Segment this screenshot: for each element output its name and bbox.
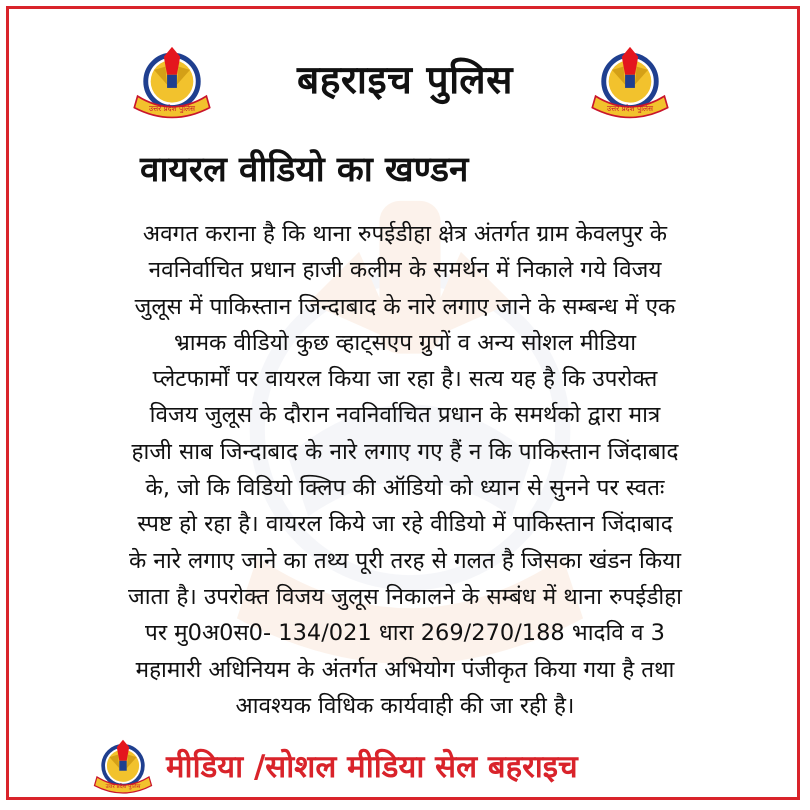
statement-line: विजय जुलूस के दौरान नवनिर्वाचित प्रधान के समर्थको द्वारा मात्र: [149, 402, 661, 429]
statement-line: प्लेटफार्मों पर वायरल किया जा रहा है। सत्य यह है कि उपरोक्त: [152, 366, 658, 393]
statement-line: पर मु0अ0स0- 134/021 धारा 269/270/188 भादवि व 3: [145, 620, 665, 647]
emblem-ribbon-text: उत्तर प्रदेश पुलिस: [148, 103, 196, 113]
statement-line: स्पष्ट हो रहा है। वायरल किये जा रहे वीडियो में पाकिस्तान जिंदाबाद: [137, 511, 673, 538]
statement-line: अवगत कराना है कि थाना रुपईडीहा क्षेत्र अंतर्गत ग्राम केवलपुर के: [142, 221, 668, 247]
statement-line: भ्रामक वीडियो कुछ व्हाट्सएप ग्रुपों व अन्य सोशल मीडिया: [173, 329, 637, 356]
statement-line: आवश्यक विधिक कार्यवाही की जा रही है।: [235, 692, 575, 719]
statement-line: के नारे लगाए जाने का तथ्य पूरी तरह से गलत है जिसका खंडन किया: [128, 547, 682, 574]
footer-cell-name: मीडिया /सोशल मीडिया सेल बहराइच: [166, 749, 578, 785]
statement-line: महामारी अधिनियम के अंतर्गत अभियोग पंजीकृत किया गया है तथा: [135, 656, 675, 683]
statement-line: के, जो कि विडियो क्लिप की ऑडियो को ध्यान से सुनने पर स्वतः: [145, 475, 665, 502]
statement-line: जाता है। उपरोक्त विजय जुलूस निकालने के सम्बंध में थाना रुपईडीहा: [128, 583, 682, 610]
statement-line: हाजी साब जिन्दाबाद के नारे लगाए गए हैं न कि पाकिस्तान जिंदाबाद: [131, 438, 679, 465]
emblem-ribbon-text: उत्तर प्रदेश पुलिस: [606, 103, 654, 113]
emblem-ribbon-text: उत्तर प्रदेश पुलिस: [105, 784, 141, 791]
page-title: बहराइच पुलिस: [296, 58, 514, 103]
up-police-emblem-icon: [92, 736, 154, 798]
statement-line: नवनिर्वाचित प्रधान हाजी कलीम के समर्थन में निकाले गये विजय: [148, 257, 662, 284]
statement-line: जुलूस में पाकिस्तान जिन्दाबाद के नारे लगाए जाने के सम्बन्ध में एक: [134, 293, 676, 320]
statement-body: [30, 216, 780, 724]
page-subtitle: वायरल वीडियो का खण्डन: [140, 150, 469, 190]
